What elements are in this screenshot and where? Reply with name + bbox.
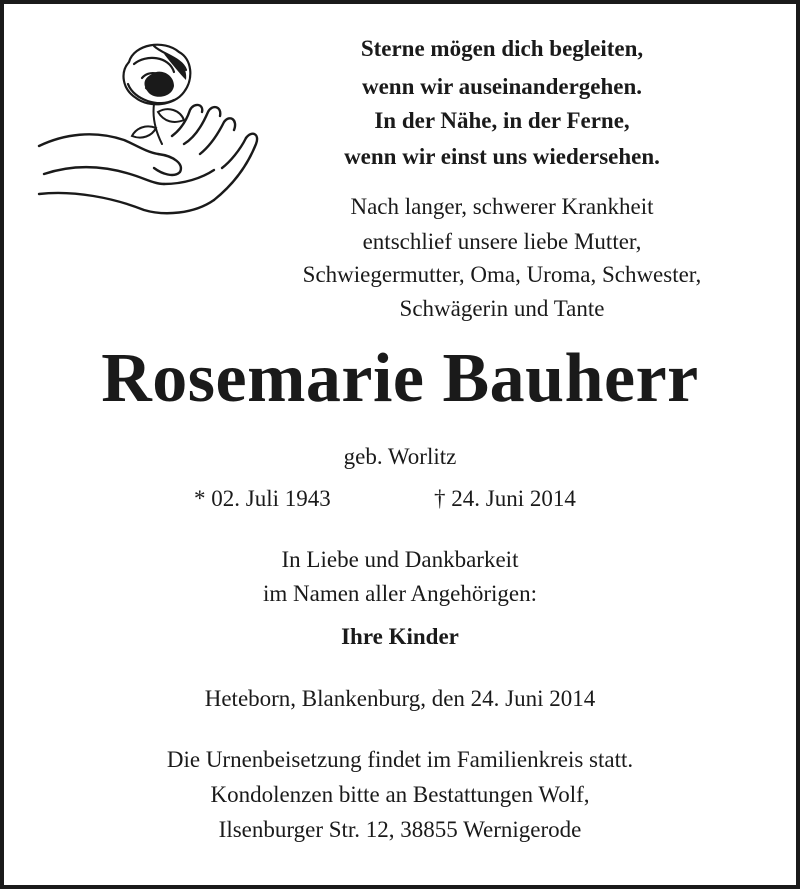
birth-date: * 02. Juli 1943 <box>194 486 331 511</box>
signature: Ihre Kinder <box>341 624 459 649</box>
closing-line: im Namen aller Angehörigen: <box>262 581 537 606</box>
place-date: Heteborn, Blankenburg, den 24. Juni 2014 <box>204 686 596 711</box>
poem-line: wenn wir einst uns wiedersehen. <box>344 144 660 169</box>
poem-line: Sterne mögen dich begleiten, <box>360 36 644 61</box>
poem-line: wenn wir auseinandergehen. <box>361 74 643 99</box>
deceased-name: Rosemarie Bauherr <box>101 340 699 417</box>
maiden-name: geb. Worlitz <box>343 444 457 469</box>
notice-line: Kondolenzen bitte an Bestattungen Wolf, <box>210 782 590 807</box>
death-date: † 24. Juni 2014 <box>434 486 576 511</box>
intro-line: entschlief unsere liebe Mutter, <box>362 229 642 254</box>
intro-line: Nach langer, schwerer Krankheit <box>350 194 654 219</box>
poem-line: In der Nähe, in der Ferne, <box>374 108 630 133</box>
notice-line: Die Urnenbeisetzung findet im Familienkreis statt. <box>166 747 634 772</box>
notice-line: Ilsenburger Str. 12, 38855 Wernigerode <box>218 817 582 842</box>
intro-line: Schwiegermutter, Oma, Uroma, Schwester, <box>302 262 702 287</box>
intro-line: Schwägerin und Tante <box>399 296 605 321</box>
closing-line: In Liebe und Dankbarkeit <box>281 547 519 572</box>
